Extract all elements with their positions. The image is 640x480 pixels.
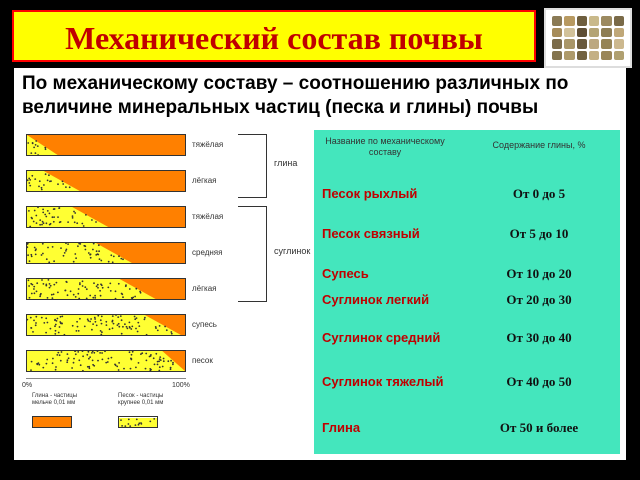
content-panel [14,68,626,460]
soil-sample-cell [564,16,574,26]
soil-sample-cell [589,28,599,38]
soil-sample-cell [601,39,611,49]
legend-clay-swatch [32,416,72,428]
soil-sample-cell [614,51,624,61]
title-banner [12,10,536,62]
soil-sample-cell [577,39,587,49]
table-row-name: Суглинок средний [322,330,441,345]
table-row-value: От 40 до 50 [506,374,572,389]
table-row-name: Глина [322,420,361,435]
soil-sample-cell [614,39,624,49]
legend-sand-text: Песок - частицы крупнее 0,01 мм [118,393,164,406]
diagram-axis-line [26,378,186,379]
soil-layer-bar [26,350,186,372]
soil-layer-bar [26,278,186,300]
soil-types-table [314,130,620,454]
soil-sample-cell [589,39,599,49]
table-row-value: От 0 до 5 [512,186,566,201]
soil-sample-cell [564,28,574,38]
legend-clay-text: Глина - частицы мельче 0,01 мм [32,393,78,406]
soil-sample-cell [564,39,574,49]
slide-subtitle: По механическому составу – соотношению различных по величине минеральных частиц (песка и глины) почвы [22,73,569,118]
soil-layer-label: тяжёлая [192,212,224,221]
table-row-name: Супесь [322,266,369,281]
soil-layer-label: супесь [192,320,217,329]
loam-group-label: суглинок [274,246,311,256]
soil-sample-cell [601,28,611,38]
soil-layer-label: лёгкая [192,284,217,293]
table-row-value: От 50 и более [499,420,579,435]
table-row-value: От 10 до 20 [506,266,572,281]
legend-sand-swatch [118,416,158,428]
soil-sample-cell [589,51,599,61]
table-row-name: Песок связный [322,226,420,241]
soil-sample-cell [552,28,562,38]
soil-sample-cell [601,51,611,61]
table-row-value: От 20 до 30 [506,292,572,307]
soil-sample-cell [564,51,574,61]
table-row-value: От 30 до 40 [506,330,572,345]
axis-label-left: 0% [22,382,33,389]
soil-layer-bar [26,206,186,228]
soil-samples-grid [552,16,624,60]
soil-sample-cell [589,16,599,26]
table-header-clay: Содержание глины, % [492,140,586,150]
soil-sample-cell [614,16,624,26]
soil-layer-bar [26,170,186,192]
table-row-name: Суглинок легкий [322,292,430,307]
slide-title: Механический состав почвы [65,20,483,56]
soil-layer-bar [26,314,186,336]
clay-group-label: глина [274,158,298,168]
soil-sample-cell [552,16,562,26]
soil-layer-bar [26,242,186,264]
table-row-value: От 5 до 10 [509,226,569,241]
soil-layer-bar [26,134,186,156]
soil-sample-cell [577,16,587,26]
soil-layer-label: тяжёлая [192,140,224,149]
table-row-name: Суглинок тяжелый [322,374,444,389]
soil-sample-cell [577,28,587,38]
bottom-bar [0,462,640,480]
table-header-name: Название по механическому составу [325,136,445,157]
soil-sample-cell [577,51,587,61]
soil-layer-label: песок [192,356,213,365]
soil-composition-diagram [22,134,322,454]
clay-group-bracket [238,134,267,198]
loam-group-bracket [238,206,267,302]
soil-sample-cell [552,51,562,61]
soil-sample-cell [614,28,624,38]
soil-samples-photo [544,8,632,68]
soil-sample-cell [552,39,562,49]
axis-label-right: 100% [172,382,190,389]
soil-sample-cell [601,16,611,26]
table-row-name: Песок рыхлый [322,186,418,201]
soil-layer-label: лёгкая [192,176,217,185]
soil-layer-label: средняя [192,248,223,257]
